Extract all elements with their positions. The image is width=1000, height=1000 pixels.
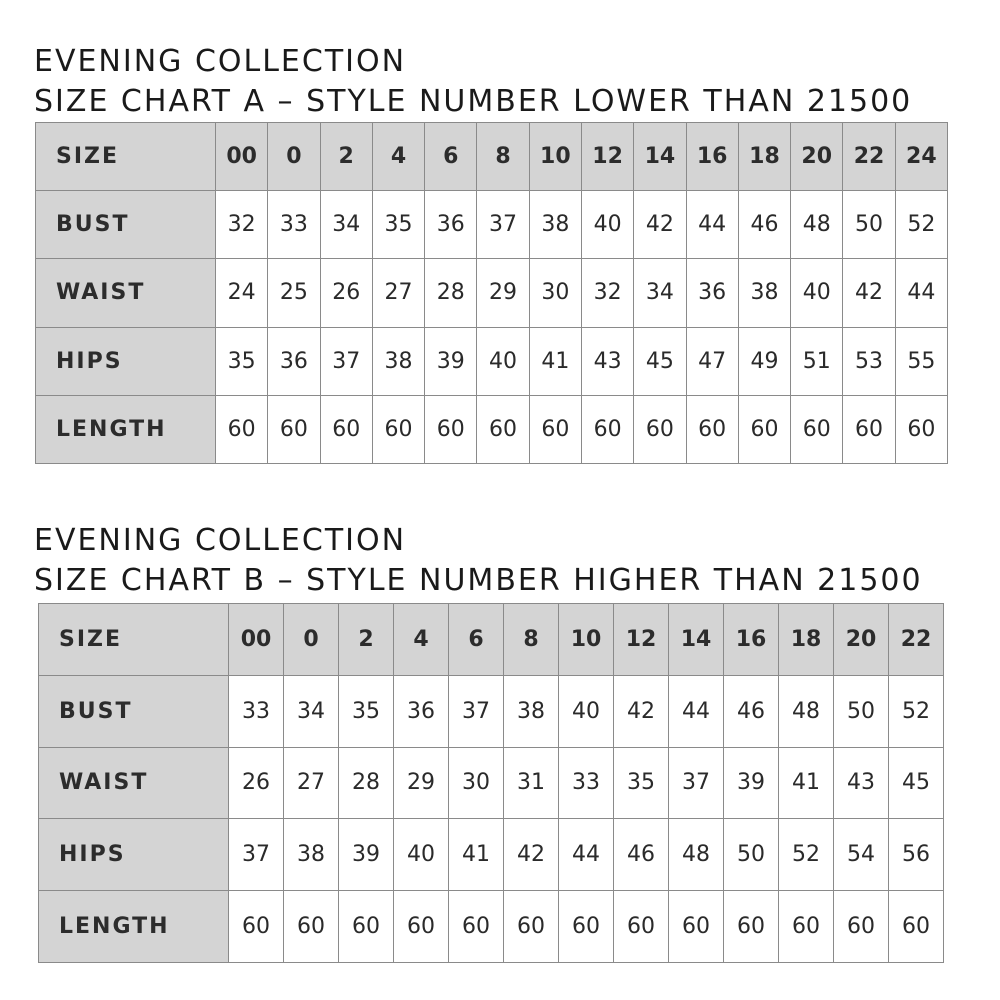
measurement-cell: 60 — [425, 395, 477, 463]
row-label-bust: BUST — [39, 675, 229, 747]
measurement-cell: 36 — [425, 191, 477, 259]
table-row-hips — [39, 819, 944, 891]
measurement-cell: 60 — [634, 395, 686, 463]
row-label-hips: HIPS — [36, 327, 216, 395]
measurement-cell: 38 — [529, 191, 581, 259]
measurement-cell: 32 — [581, 259, 633, 327]
measurement-cell: 39 — [425, 327, 477, 395]
measurement-cell: 32 — [216, 191, 268, 259]
measurement-cell: 60 — [669, 891, 724, 963]
chart-b-subtitle: SIZE CHART B – STYLE NUMBER HIGHER THAN 21500 — [34, 563, 923, 598]
measurement-cell: 40 — [581, 191, 633, 259]
measurement-cell: 35 — [339, 675, 394, 747]
size-header-cell: 14 — [634, 123, 686, 191]
measurement-cell: 53 — [843, 327, 895, 395]
measurement-cell: 60 — [529, 395, 581, 463]
measurement-cell: 34 — [634, 259, 686, 327]
measurement-cell: 26 — [229, 747, 284, 819]
measurement-cell: 44 — [669, 675, 724, 747]
size-header-cell: 14 — [669, 604, 724, 676]
measurement-cell: 30 — [449, 747, 504, 819]
size-chart-a-heading — [34, 43, 912, 123]
size-header-cell: 2 — [320, 123, 372, 191]
measurement-cell: 60 — [895, 395, 947, 463]
chart-a-title: EVENING COLLECTION — [34, 44, 407, 79]
measurement-cell: 42 — [634, 191, 686, 259]
row-label-waist: WAIST — [36, 259, 216, 327]
measurement-cell: 60 — [216, 395, 268, 463]
measurement-cell: 60 — [834, 891, 889, 963]
measurement-cell: 60 — [738, 395, 790, 463]
measurement-cell: 60 — [686, 395, 738, 463]
table-row-size — [36, 123, 948, 191]
measurement-cell: 55 — [895, 327, 947, 395]
chart-a-subtitle: SIZE CHART A – STYLE NUMBER LOWER THAN 21500 — [34, 84, 913, 119]
measurement-cell: 28 — [339, 747, 394, 819]
measurement-cell: 24 — [216, 259, 268, 327]
measurement-cell: 41 — [779, 747, 834, 819]
measurement-cell: 41 — [449, 819, 504, 891]
measurement-cell: 52 — [895, 191, 947, 259]
measurement-cell: 60 — [791, 395, 843, 463]
table-row-waist — [39, 747, 944, 819]
measurement-cell: 54 — [834, 819, 889, 891]
measurement-cell: 60 — [477, 395, 529, 463]
measurement-cell: 42 — [504, 819, 559, 891]
size-header-cell: 2 — [339, 604, 394, 676]
measurement-cell: 60 — [724, 891, 779, 963]
size-header-cell: 18 — [738, 123, 790, 191]
measurement-cell: 40 — [559, 675, 614, 747]
table-row-bust — [39, 675, 944, 747]
size-header-cell: 10 — [529, 123, 581, 191]
measurement-cell: 34 — [284, 675, 339, 747]
measurement-cell: 38 — [372, 327, 424, 395]
measurement-cell: 60 — [504, 891, 559, 963]
measurement-cell: 36 — [686, 259, 738, 327]
size-header-cell: 18 — [779, 604, 834, 676]
size-header-cell: 0 — [284, 604, 339, 676]
measurement-cell: 60 — [614, 891, 669, 963]
measurement-cell: 60 — [372, 395, 424, 463]
table-row-length — [39, 891, 944, 963]
measurement-cell: 36 — [394, 675, 449, 747]
measurement-cell: 40 — [791, 259, 843, 327]
measurement-cell: 36 — [268, 327, 320, 395]
measurement-cell: 37 — [449, 675, 504, 747]
measurement-cell: 46 — [614, 819, 669, 891]
measurement-cell: 33 — [559, 747, 614, 819]
size-header-cell: 20 — [834, 604, 889, 676]
measurement-cell: 60 — [889, 891, 944, 963]
measurement-cell: 50 — [724, 819, 779, 891]
measurement-cell: 39 — [724, 747, 779, 819]
measurement-cell: 46 — [724, 675, 779, 747]
size-header-cell: 8 — [477, 123, 529, 191]
measurement-cell: 60 — [449, 891, 504, 963]
measurement-cell: 27 — [284, 747, 339, 819]
size-header-cell: 8 — [504, 604, 559, 676]
measurement-cell: 45 — [889, 747, 944, 819]
measurement-cell: 60 — [394, 891, 449, 963]
size-header-cell: 6 — [449, 604, 504, 676]
measurement-cell: 50 — [843, 191, 895, 259]
row-label-length: LENGTH — [36, 395, 216, 463]
size-header-cell: 4 — [394, 604, 449, 676]
size-chart-b-heading — [34, 522, 923, 602]
measurement-cell: 37 — [477, 191, 529, 259]
row-label-size: SIZE — [39, 604, 229, 676]
measurement-cell: 29 — [394, 747, 449, 819]
measurement-cell: 43 — [581, 327, 633, 395]
measurement-cell: 37 — [320, 327, 372, 395]
size-header-cell: 4 — [372, 123, 424, 191]
measurement-cell: 40 — [394, 819, 449, 891]
measurement-cell: 33 — [229, 675, 284, 747]
measurement-cell: 38 — [284, 819, 339, 891]
measurement-cell: 35 — [372, 191, 424, 259]
measurement-cell: 27 — [372, 259, 424, 327]
measurement-cell: 49 — [738, 327, 790, 395]
size-header-cell: 10 — [559, 604, 614, 676]
size-header-cell: 6 — [425, 123, 477, 191]
measurement-cell: 33 — [268, 191, 320, 259]
size-header-cell: 16 — [724, 604, 779, 676]
table-row-hips — [36, 327, 948, 395]
measurement-cell: 37 — [669, 747, 724, 819]
size-header-cell: 22 — [889, 604, 944, 676]
measurement-cell: 48 — [669, 819, 724, 891]
measurement-cell: 52 — [779, 819, 834, 891]
size-header-cell: 12 — [614, 604, 669, 676]
measurement-cell: 38 — [504, 675, 559, 747]
measurement-cell: 28 — [425, 259, 477, 327]
measurement-cell: 60 — [581, 395, 633, 463]
chart-b-title: EVENING COLLECTION — [34, 523, 407, 558]
measurement-cell: 30 — [529, 259, 581, 327]
measurement-cell: 42 — [843, 259, 895, 327]
measurement-cell: 29 — [477, 259, 529, 327]
measurement-cell: 40 — [477, 327, 529, 395]
measurement-cell: 42 — [614, 675, 669, 747]
measurement-cell: 43 — [834, 747, 889, 819]
measurement-cell: 60 — [320, 395, 372, 463]
size-header-cell: 24 — [895, 123, 947, 191]
measurement-cell: 39 — [339, 819, 394, 891]
table-row-bust — [36, 191, 948, 259]
measurement-cell: 31 — [504, 747, 559, 819]
row-label-hips: HIPS — [39, 819, 229, 891]
size-header-cell: 20 — [791, 123, 843, 191]
measurement-cell: 50 — [834, 675, 889, 747]
measurement-cell: 60 — [779, 891, 834, 963]
measurement-cell: 48 — [779, 675, 834, 747]
measurement-cell: 37 — [229, 819, 284, 891]
measurement-cell: 38 — [738, 259, 790, 327]
table-row-length — [36, 395, 948, 463]
size-header-cell: 00 — [229, 604, 284, 676]
row-label-waist: WAIST — [39, 747, 229, 819]
row-label-length: LENGTH — [39, 891, 229, 963]
table-row-size — [39, 604, 944, 676]
measurement-cell: 35 — [614, 747, 669, 819]
table-row-waist — [36, 259, 948, 327]
measurement-cell: 41 — [529, 327, 581, 395]
measurement-cell: 52 — [889, 675, 944, 747]
size-header-cell: 0 — [268, 123, 320, 191]
measurement-cell: 44 — [686, 191, 738, 259]
measurement-cell: 60 — [229, 891, 284, 963]
measurement-cell: 35 — [216, 327, 268, 395]
row-label-size: SIZE — [36, 123, 216, 191]
measurement-cell: 45 — [634, 327, 686, 395]
measurement-cell: 60 — [339, 891, 394, 963]
size-chart-b-table — [38, 603, 944, 963]
measurement-cell: 60 — [268, 395, 320, 463]
size-header-cell: 12 — [581, 123, 633, 191]
measurement-cell: 60 — [284, 891, 339, 963]
measurement-cell: 51 — [791, 327, 843, 395]
measurement-cell: 48 — [791, 191, 843, 259]
size-header-cell: 00 — [216, 123, 268, 191]
measurement-cell: 44 — [559, 819, 614, 891]
measurement-cell: 60 — [559, 891, 614, 963]
size-header-cell: 22 — [843, 123, 895, 191]
measurement-cell: 56 — [889, 819, 944, 891]
size-header-cell: 16 — [686, 123, 738, 191]
measurement-cell: 25 — [268, 259, 320, 327]
row-label-bust: BUST — [36, 191, 216, 259]
measurement-cell: 47 — [686, 327, 738, 395]
measurement-cell: 44 — [895, 259, 947, 327]
measurement-cell: 34 — [320, 191, 372, 259]
measurement-cell: 26 — [320, 259, 372, 327]
measurement-cell: 46 — [738, 191, 790, 259]
measurement-cell: 60 — [843, 395, 895, 463]
size-chart-a-table — [35, 122, 948, 464]
